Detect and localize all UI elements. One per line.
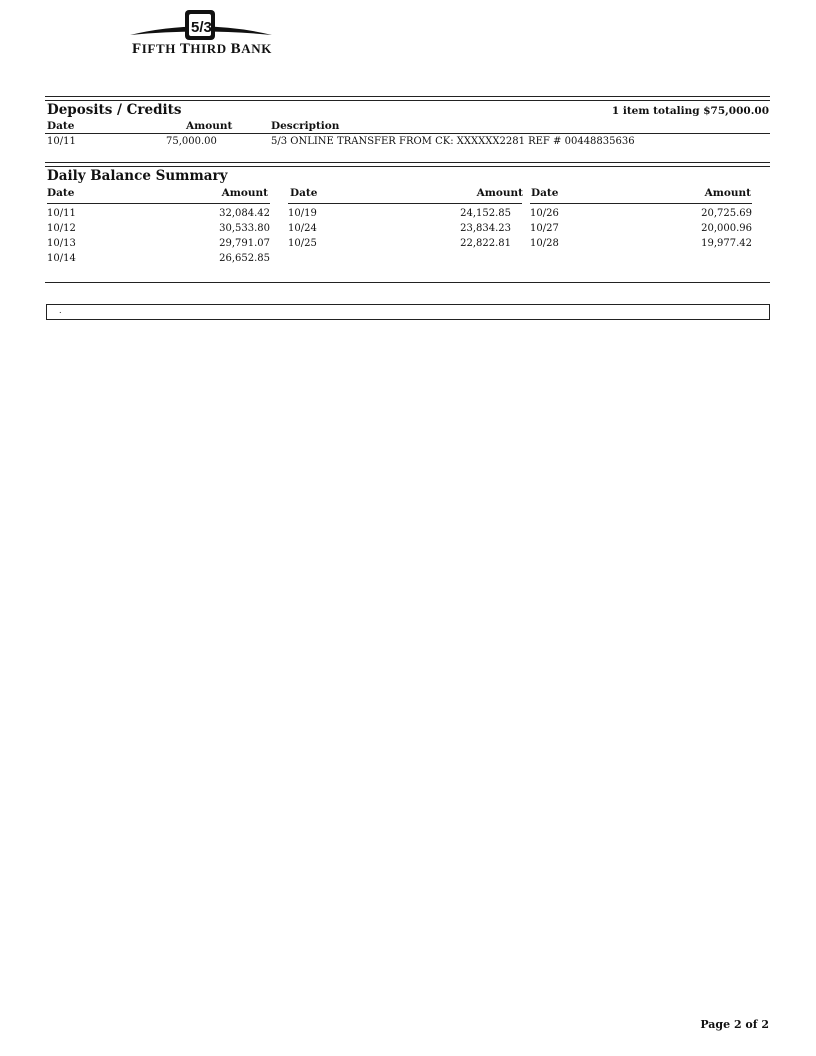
deposit-row-amount: 75,000.00: [166, 136, 217, 147]
section-divider-top: [45, 96, 770, 97]
balance-amount: 30,533.80: [219, 223, 270, 234]
deposits-header-date: Date: [47, 120, 75, 132]
balance-title: Daily Balance Summary: [47, 168, 228, 184]
section-divider-balance-inner: [45, 166, 770, 167]
balance-amount: 20,725.69: [701, 208, 752, 219]
balance-date: 10/27: [530, 223, 559, 234]
balance-header-date-2: Date: [290, 187, 318, 199]
balance-date: 10/14: [47, 253, 76, 264]
balance-header-date-3: Date: [531, 187, 559, 199]
balance-date: 10/12: [47, 223, 76, 234]
balance-col3-rule: [530, 203, 752, 204]
deposit-row-date: 10/11: [47, 136, 76, 147]
balance-date: 10/24: [288, 223, 317, 234]
balance-amount: 32,084.42: [219, 208, 270, 219]
bank-logo-icon: [128, 8, 274, 42]
balance-amount: 19,977.42: [701, 238, 752, 249]
balance-date: 10/11: [47, 208, 76, 219]
deposits-summary: 1 item totaling $75,000.00: [611, 105, 769, 117]
balance-bottom-rule: [45, 282, 770, 283]
section-divider-balance: [45, 162, 770, 163]
balance-amount: 23,834.23: [460, 223, 511, 234]
balance-date: 10/26: [530, 208, 559, 219]
deposits-header-amount: Amount: [186, 120, 233, 132]
bank-logo: [128, 8, 274, 58]
bank-wordmark: FIFTH THIRD BANK: [132, 41, 272, 57]
balance-header-amount-2: Amount: [476, 187, 523, 199]
balance-amount: 29,791.07: [219, 238, 270, 249]
balance-amount: 24,152.85: [460, 208, 511, 219]
svg-text:5/3: 5/3: [191, 19, 212, 36]
balance-header-amount-1: Amount: [221, 187, 268, 199]
balance-date: 10/25: [288, 238, 317, 249]
balance-header-date-1: Date: [47, 187, 75, 199]
balance-date: 10/28: [530, 238, 559, 249]
balance-col1-rule: [47, 203, 270, 204]
notice-box: [46, 304, 770, 320]
balance-date: 10/19: [288, 208, 317, 219]
balance-amount: 20,000.96: [701, 223, 752, 234]
balance-date: 10/13: [47, 238, 76, 249]
balance-col2-rule: [288, 203, 522, 204]
balance-amount: 22,822.81: [460, 238, 511, 249]
deposits-title: Deposits / Credits: [47, 102, 182, 118]
notice-text: .: [59, 306, 62, 315]
page-number: Page 2 of 2: [700, 1018, 769, 1031]
section-divider-top-inner: [45, 100, 770, 101]
balance-amount: 26,652.85: [219, 253, 270, 264]
deposits-header-rule: [45, 133, 770, 134]
deposit-row-description: 5/3 ONLINE TRANSFER FROM CK: XXXXXX2281 REF # 00448835636: [271, 136, 635, 147]
deposits-header-description: Description: [271, 120, 340, 132]
balance-header-amount-3: Amount: [704, 187, 751, 199]
